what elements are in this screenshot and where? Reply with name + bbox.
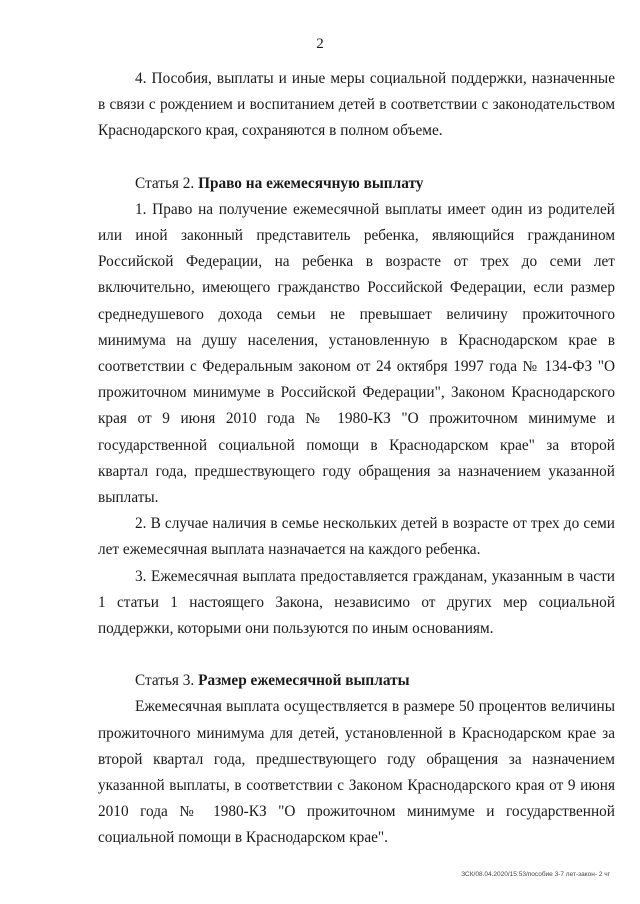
section-spacer	[98, 642, 615, 668]
article-3-heading	[98, 668, 615, 694]
article-3-paragraph-1: Ежемесячная выплата осуществляется в размере 50 процентов величины прожиточного минимума для детей, установленной в Краснодарском крае за второй квартал года, предшествующего году обращения за назначением указанной выплаты, в соответствии с Законом Краснодарского края от 9 июня 2010 года № 1980-КЗ "О прожиточном минимуме и государственной социальной помощи в Краснодарском крае".	[98, 698, 615, 847]
article-2-prefix: Статья 2.	[135, 174, 195, 192]
article-2-paragraph-2: 2. В случае наличия в семье нескольких детей в возрасте от трех до семи лет ежемесячная выплата назначается на каждого ребенка.	[98, 515, 615, 559]
article-3-prefix: Статья 3.	[135, 672, 195, 690]
document-body	[98, 66, 615, 852]
page-number: 2	[316, 36, 324, 52]
article-2-title: Право на ежемесячную выплату	[198, 174, 424, 192]
article-3-title: Размер ежемесячной выплаты	[198, 672, 410, 690]
intro-paragraph: 4. Пособия, выплаты и иные меры социальной поддержки, назначенные в связи с рождением и воспитанием детей в соответствии с законодательством Краснодарского края, сохраняются в полном объеме.	[98, 70, 615, 140]
section-spacer	[98, 145, 615, 171]
article-2-paragraph-1: 1. Право на получение ежемесячной выплаты имеет один из родителей или иной законный представитель ребенка, являющийся гражданином Российской Федерации, на ребенка в возрасте от трех до семи лет включительно, имеющего гражданство Российской Федерации, если размер среднедушевого дохода семьи не превышает величину прожиточного минимума на душу населения, установленную в Краснодарском крае в соответствии с Федеральным законом от 24 октября 1997 года № 134-ФЗ "О прожиточном минимуме в Российской Федерации", Законом Краснодарского края от 9 июня 2010 года № 1980-КЗ "О прожиточном минимуме и государственной социальной помощи в Краснодарском крае" за второй квартал года, предшествующего году обращения за назначением указанной выплаты.	[98, 200, 615, 507]
document-footer-stamp: ЗСК/08.04.2020/15:53/пособие 3-7 лет-закон- 2 чг	[461, 871, 610, 878]
article-2-heading	[98, 171, 615, 197]
article-2-paragraph-3: 3. Ежемесячная выплата предоставляется гражданам, указанным в части 1 статьи 1 настоящего Закона, независимо от других мер социальной поддержки, которыми они пользуются по иным основаниям.	[98, 567, 615, 638]
